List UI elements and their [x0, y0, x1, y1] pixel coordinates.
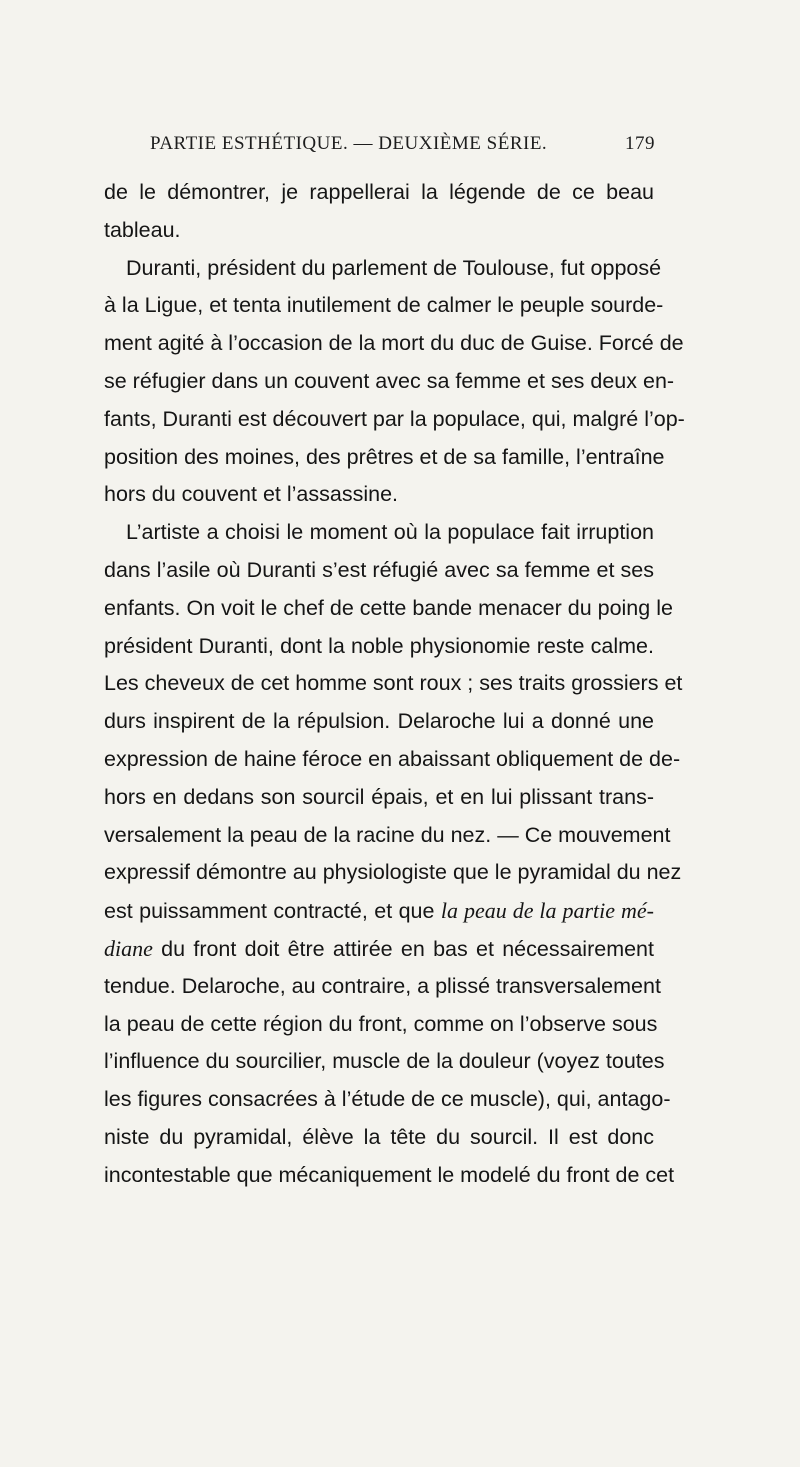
text-line: versalement la peau de la racine du nez. — Ce mouvement — [104, 822, 671, 847]
text-line: président Duranti, dont la noble physionomie reste calme. — [104, 633, 654, 658]
running-head-title: PARTIE ESTHÉTIQUE. — DEUXIÈME SÉRIE. — [150, 133, 548, 154]
body-text — [104, 174, 685, 1195]
text-line: à la Ligue, et tenta inutilement de calmer le peuple sourde- — [104, 293, 664, 318]
text-line: niste du pyramidal, élève la tête du sourcil. Il est donc — [104, 1124, 654, 1149]
text-line: hors en dedans son sourcil épais, et en lui plissant trans- — [104, 784, 654, 809]
text-line-roman: est puissamment contracté, et que — [104, 899, 441, 924]
text-line: expressif démontre au physiologiste que le pyramidal du nez — [104, 860, 682, 885]
text-line: enfants. On voit le chef de cette bande menacer du poing le — [104, 595, 673, 620]
text-line: L’artiste a choisi le moment où la populace fait irruption — [126, 520, 654, 545]
text-line: se réfugier dans un couvent avec sa femme et ses deux en- — [104, 368, 675, 393]
text-line: incontestable que mécaniquement le modelé du front de cet — [104, 1162, 675, 1187]
text-line: de le démontrer, je rappellerai la légende de ce beau — [104, 180, 654, 204]
text-line-italic: la peau de la partie mé- — [440, 898, 654, 924]
text-line: l’influence du sourcilier, muscle de la douleur (voyez toutes — [104, 1049, 665, 1074]
text-line: expression de haine féroce en abaissant obliquement de de- — [104, 746, 681, 771]
text-line-roman: du front doit être attirée en bas et nécessairement — [152, 936, 654, 961]
text-line: Duranti, président du parlement de Toulouse, fut opposé — [126, 255, 662, 280]
page-number: 179 — [625, 133, 655, 154]
text-line — [104, 892, 654, 930]
text-line: dans l’asile où Duranti s’est réfugié avec sa femme et ses — [104, 557, 654, 582]
text-line: tableau. — [104, 217, 181, 242]
text-line: position des moines, des prêtres et de sa famille, l’entraîne — [104, 444, 665, 469]
text-line: hors du couvent et l’assassine. — [104, 482, 398, 507]
text-line: tendue. Delaroche, au contraire, a plissé transversalement — [104, 973, 661, 998]
text-line: la peau de cette région du front, comme on l’observe sous — [104, 1011, 658, 1036]
text-line: les figures consacrées à l’étude de ce muscle), qui, antago- — [104, 1087, 671, 1112]
text-line: fants, Duranti est découvert par la populace, qui, malgré l’op- — [104, 406, 685, 431]
text-line: ment agité à l’occasion de la mort du duc de Guise. Forcé de — [104, 331, 684, 356]
text-line: durs inspirent de la répulsion. Delaroche lui a donné une — [104, 709, 654, 734]
text-line: Les cheveux de cet homme sont roux ; ses traits grossiers et — [104, 671, 683, 696]
text-line-italic: diane — [104, 935, 153, 961]
running-head — [150, 133, 655, 161]
text-line — [104, 930, 654, 968]
